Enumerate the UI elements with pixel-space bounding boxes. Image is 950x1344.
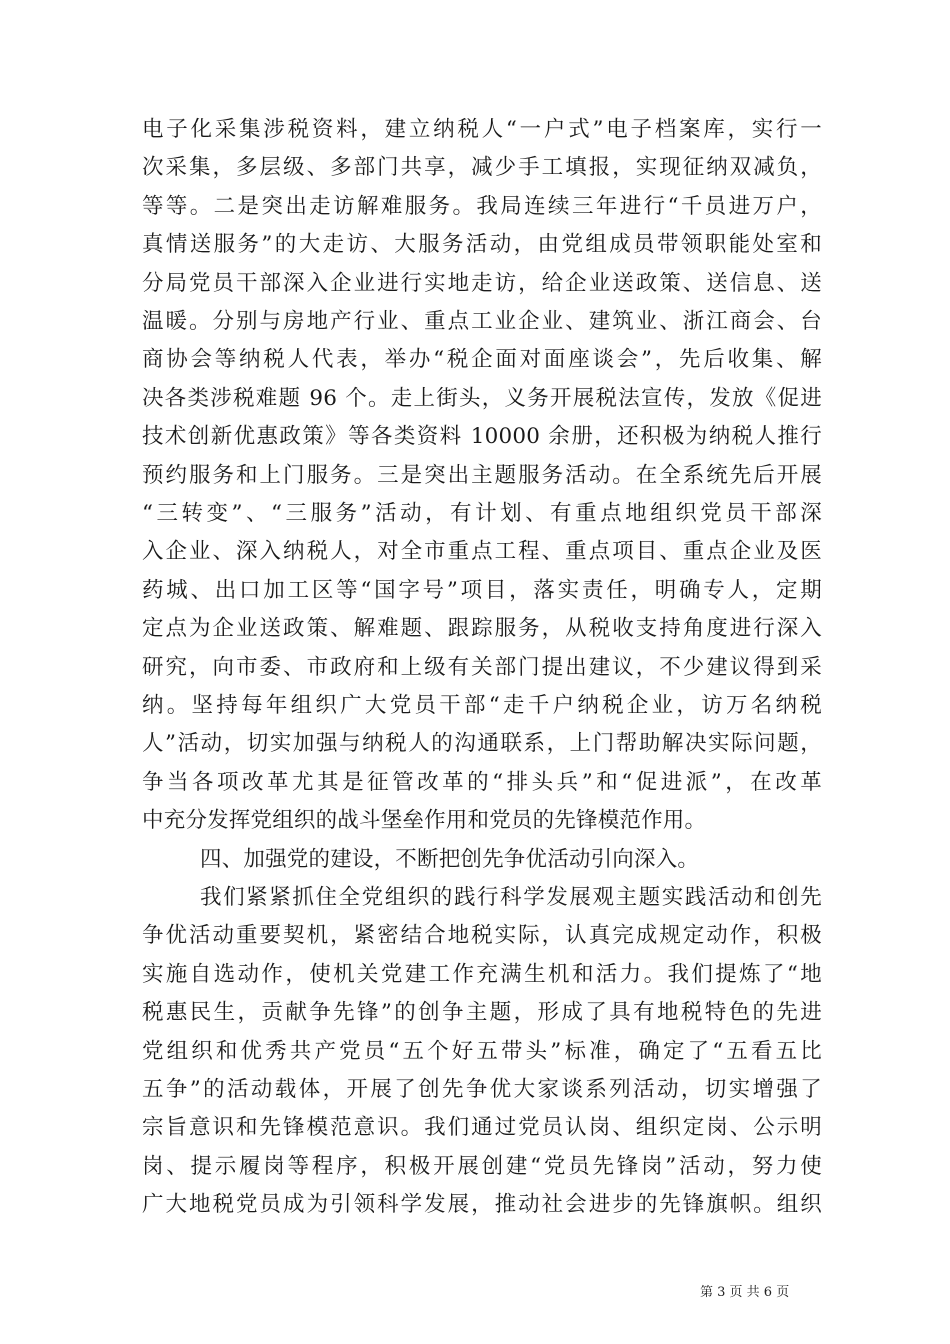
- body-line: 岗、提示履岗等程序，积极开展创建“党员先锋岗”活动，努力使: [142, 1153, 822, 1179]
- body-line: 决各类涉税难题 96 个。走上街头，义务开展税法宣传，发放《促进: [142, 385, 822, 411]
- body-line: 预约服务和上门服务。三是突出主题服务活动。在全系统先后开展: [142, 462, 822, 488]
- body-line: 商协会等纳税人代表，举办“税企面对面座谈会”，先后收集、解: [142, 347, 822, 373]
- body-line: 人”活动，切实加强与纳税人的沟通联系，上门帮助解决实际问题，: [142, 731, 822, 757]
- body-line: 税惠民生，贡献争先锋”的创争主题，形成了具有地税特色的先进: [142, 1000, 822, 1026]
- body-line: 入企业、深入纳税人，对全市重点工程、重点项目、重点企业及医: [142, 539, 822, 565]
- body-line: 实施自选动作，使机关党建工作充满生机和活力。我们提炼了“地: [142, 961, 822, 987]
- body-line: “三转变”、“三服务”活动，有计划、有重点地组织党员干部深: [142, 501, 822, 526]
- body-line: 争当各项改革尤其是征管改革的“排头兵”和“促进派”，在改革: [142, 769, 822, 795]
- body-line: 广大地税党员成为引领科学发展，推动社会进步的先锋旗帜。组织: [142, 1192, 822, 1218]
- section-heading: 四、加强党的建设，不断把创先争优活动引向深入。: [200, 846, 700, 872]
- body-line: 研究，向市委、市政府和上级有关部门提出建议，不少建议得到采: [142, 654, 822, 680]
- body-line: 分局党员干部深入企业进行实地走访，给企业送政策、送信息、送: [142, 270, 822, 296]
- body-line: 次采集，多层级、多部门共享，减少手工填报，实现征纳双减负，: [142, 155, 822, 181]
- body-line: 纳。坚持每年组织广大党员干部“走千户纳税企业，访万名纳税: [142, 693, 822, 718]
- body-line: 技术创新优惠政策》等各类资料 10000 余册，还积极为纳税人推行: [142, 424, 822, 450]
- body-line: 真情送服务”的大走访、大服务活动，由党组成员带领职能处室和: [142, 232, 822, 258]
- page-number: 第 3 页 共 6 页: [700, 1285, 790, 1300]
- body-line: 等等。二是突出走访解难服务。我局连续三年进行“千员进万户，: [142, 193, 822, 219]
- body-line: 中充分发挥党组织的战斗堡垒作用和党员的先锋模范作用。: [142, 808, 707, 834]
- body-line: 定点为企业送政策、解难题、跟踪服务，从税收支持角度进行深入: [142, 616, 822, 642]
- body-line: 温暖。分别与房地产行业、重点工业企业、建筑业、浙江商会、台: [142, 309, 822, 334]
- body-line: 药城、出口加工区等“国字号”项目，落实责任，明确专人，定期: [142, 577, 822, 603]
- body-line: 电子化采集涉税资料，建立纳税人“一户式”电子档案库，实行一: [142, 117, 822, 142]
- body-line: 争优活动重要契机，紧密结合地税实际，认真完成规定动作，积极: [142, 923, 822, 949]
- body-line: 党组织和优秀共产党员“五个好五带头”标准，确定了“五看五比: [142, 1038, 822, 1064]
- body-line: 五争”的活动载体，开展了创先争优大家谈系列活动，切实增强了: [142, 1077, 822, 1102]
- body-line: 宗旨意识和先锋模范意识。我们通过党员认岗、组织定岗、公示明: [142, 1115, 822, 1141]
- body-line: 我们紧紧抓住全党组织的践行科学发展观主题实践活动和创先: [200, 885, 822, 910]
